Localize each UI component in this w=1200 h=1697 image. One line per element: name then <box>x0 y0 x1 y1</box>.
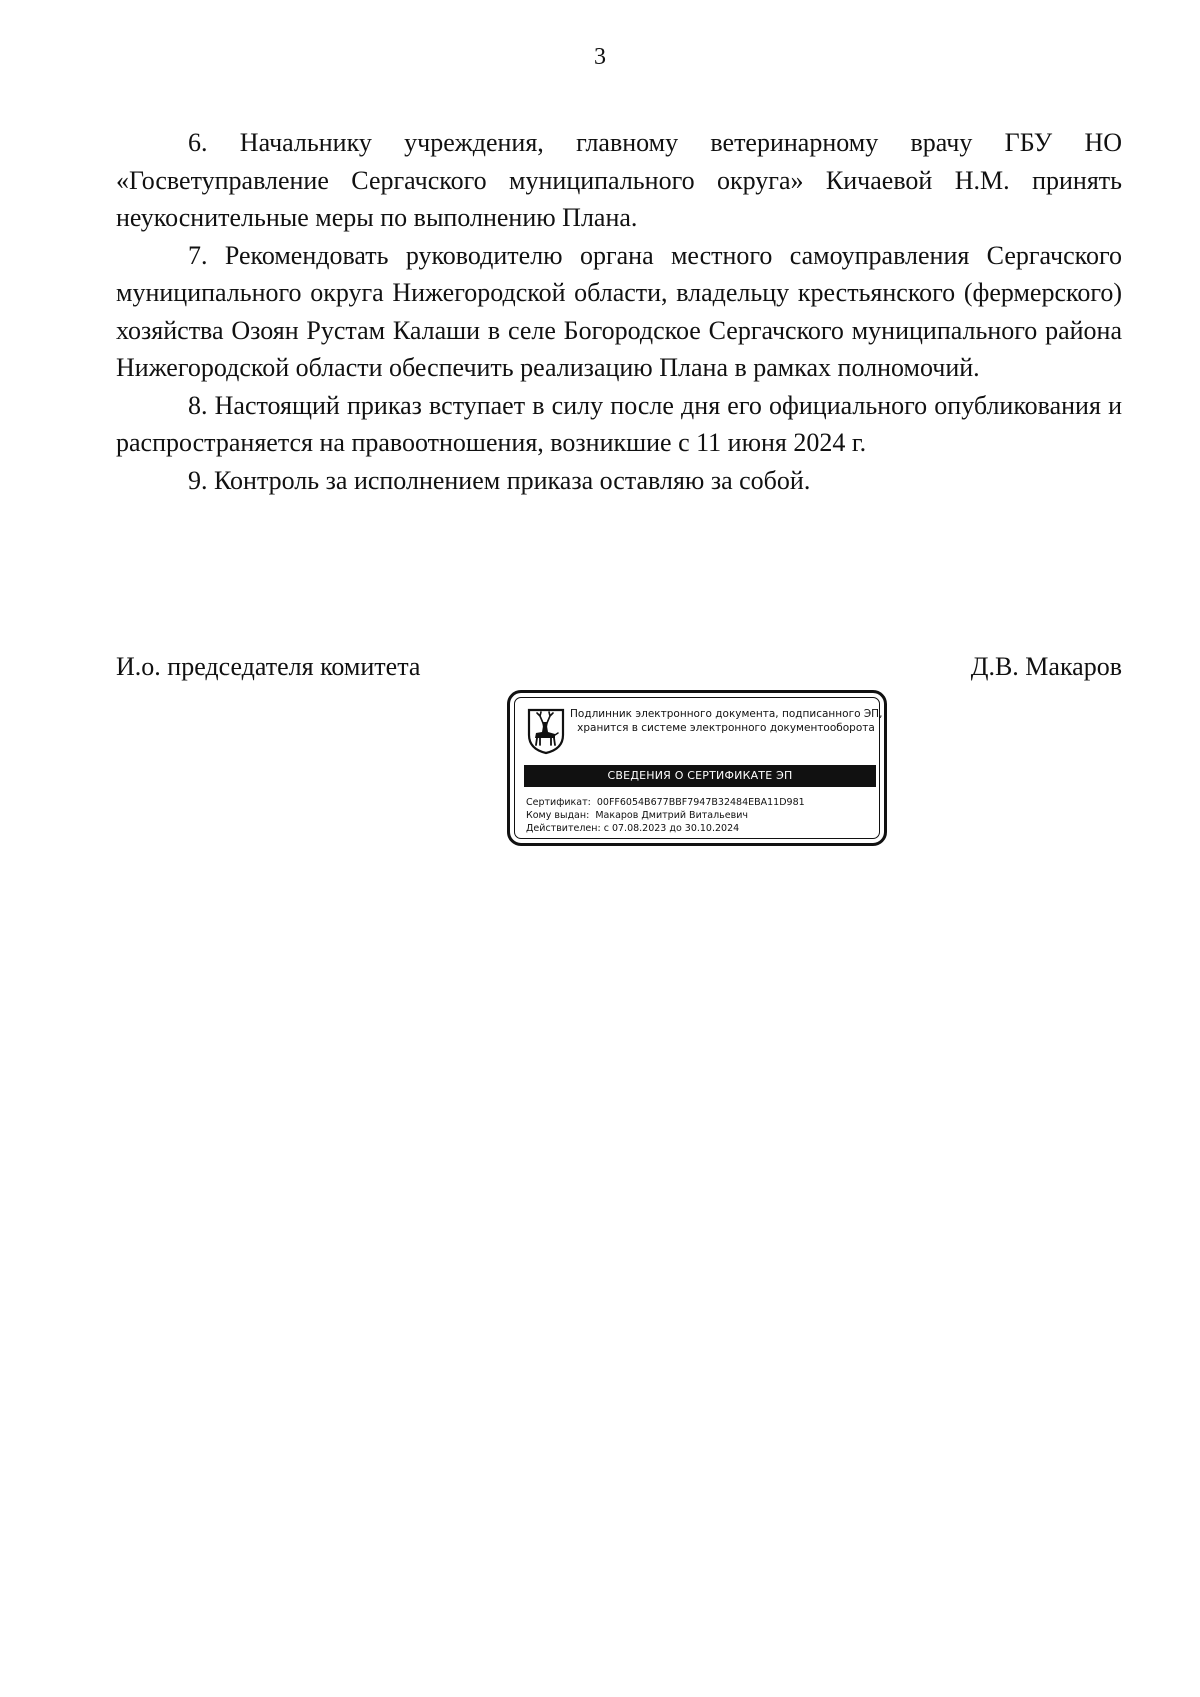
certificate-row <box>526 796 805 809</box>
page-number: 3 <box>594 44 606 70</box>
valid-label: Действителен: <box>526 823 601 834</box>
stamp-header-line2: хранится в системе электронного документооборота <box>577 722 875 734</box>
signature-block <box>116 652 1122 692</box>
electronic-signature-stamp <box>507 690 887 846</box>
signer-title: И.о. председателя комитета <box>116 652 421 681</box>
stamp-header-line1: Подлинник электронного документа, подписанного ЭП, <box>570 708 883 720</box>
certificate-label: Сертификат: <box>526 797 591 808</box>
stamp-details <box>526 796 805 835</box>
issued-to-value: Макаров Дмитрий Витальевич <box>595 810 749 821</box>
paragraph-7: 7. Рекомендовать руководителю органа местного самоуправления Сергачского муниципального округа Нижегородской области, владельцу крестьянского (фермерского) хозяйства Озоян Рустам Калаши в селе Богородское Сергачского муниципального района Нижегородской области обеспечить реализацию Плана в рамках полномочий. <box>116 240 1122 382</box>
valid-row <box>526 822 805 835</box>
paragraph-8: 8. Настоящий приказ вступает в силу после дня его официального опубликования и распространяется на правоотношения, возникшие с 11 июня 2024 г. <box>116 390 1122 457</box>
certificate-value: 00FF6054B677BBF7947B32484EBA11D981 <box>596 797 805 808</box>
coat-of-arms-deer-icon <box>526 707 566 755</box>
paragraph-6: 6. Начальнику учреждения, главному ветеринарному врачу ГБУ НО «Госветуправление Сергачского муниципального округа» Кичаевой Н.М. принять неукоснительные меры по выполнению Плана. <box>116 128 1122 232</box>
valid-value: с 07.08.2023 до 30.10.2024 <box>603 823 740 834</box>
document-body <box>116 124 1122 499</box>
issued-to-label: Кому выдан: <box>526 810 590 821</box>
stamp-banner: СВЕДЕНИЯ О СЕРТИФИКАТЕ ЭП <box>524 765 876 787</box>
stamp-header <box>570 707 882 735</box>
paragraph-9: 9. Контроль за исполнением приказа оставляю за собой. <box>188 465 811 495</box>
signer-name: Д.В. Макаров <box>970 652 1122 681</box>
issued-to-row <box>526 809 805 822</box>
